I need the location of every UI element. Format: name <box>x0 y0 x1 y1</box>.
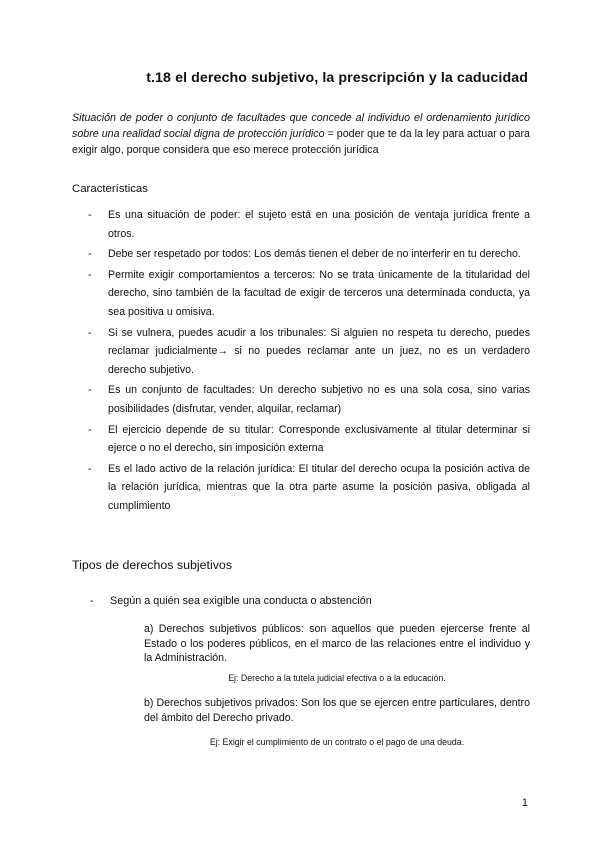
list-item <box>88 266 530 322</box>
dash-bullet: - <box>88 462 92 475</box>
private-rights-example: Ej: Exigir el cumplimiento de un contrato o el pago de una deuda. <box>209 737 465 747</box>
list-item-text: Es una situación de poder: el sujeto está en una posición de ventaja jurídica frente a otros. <box>108 209 530 240</box>
characteristics-heading: Características <box>72 183 148 195</box>
list-item <box>88 206 530 243</box>
dash-bullet: - <box>88 423 92 436</box>
public-rights-description: a) Derechos subjetivos públicos: son aquellos que pueden ejercerse frente al Estado o los poderes públicos, en el marco de las relaciones entre el individuo y la Administración. <box>144 623 530 665</box>
dash-bullet: - <box>88 384 92 397</box>
public-rights-example: Ej: Derecho a la tutela judicial efectiva o a la educación. <box>228 673 446 683</box>
list-item <box>88 421 530 458</box>
private-rights-description: b) Derechos subjetivos privados: Son los que se ejercen entre particulares, dentro del ámbito del Derecho privado. <box>144 697 530 724</box>
page-number: 1 <box>521 797 528 809</box>
list-item-text: Debe ser respetado por todos: Los demás tienen el deber de no interferir en tu derecho. <box>108 248 521 261</box>
characteristics-list <box>88 206 530 518</box>
dash-bullet: - <box>88 268 92 281</box>
intro-plain-text: = poder que te da la ley para actuar o para exigir algo, porque considera que eso merece protección jurídica <box>72 128 530 156</box>
page-title: t.18 el derecho subjetivo, la prescripción y la caducidad <box>146 70 528 86</box>
dash-bullet: - <box>88 248 92 261</box>
dash-bullet: - <box>90 595 94 607</box>
types-criterion <box>90 595 372 607</box>
list-item <box>88 324 530 380</box>
types-heading: Tipos de derechos subjetivos <box>72 558 233 572</box>
dash-bullet: - <box>88 209 92 221</box>
types-criterion-text: Según a quién sea exigible una conducta o abstención <box>110 595 372 607</box>
list-item <box>88 460 530 516</box>
list-item-text: Es un conjunto de facultades: Un derecho subjetivo no es una sola cosa, sino varias posibilidades (disfrutar, vender, alquilar, reclamar) <box>108 384 530 415</box>
list-item-text: Permite exigir comportamientos a terceros: No se trata únicamente de la titularidad del derecho, sino también de la facultad de exigir de terceros una determinada conducta, ya sea positiva u omisiva. <box>108 268 530 318</box>
intro-italic-text: Situación de poder o conjunto de facultades que concede al individuo el ordenamiento jurídico sobre una realidad social digna de protección jurídico <box>72 112 530 140</box>
list-item-text: Si se vulnera, puedes acudir a los tribunales: Si alguien no respeta tu derecho, puedes reclamar judicialmente→ si no puedes reclamar ante un juez, no es un verdadero derecho subjetivo. <box>108 326 530 376</box>
list-item <box>88 245 530 264</box>
dash-bullet: - <box>88 326 92 339</box>
list-item-text: El ejercicio depende de su titular: Corresponde exclusivamente al titular determinar si ejerce o no el derecho, sin imposición externa <box>108 423 530 455</box>
list-item <box>88 381 530 418</box>
list-item-text: Es el lado activo de la relación jurídica: El titular del derecho ocupa la posición activa de la relación jurídica, mientras que la otra parte asume la posición pasiva, obligada al cumplimiento <box>108 462 530 512</box>
intro-definition <box>72 110 530 158</box>
